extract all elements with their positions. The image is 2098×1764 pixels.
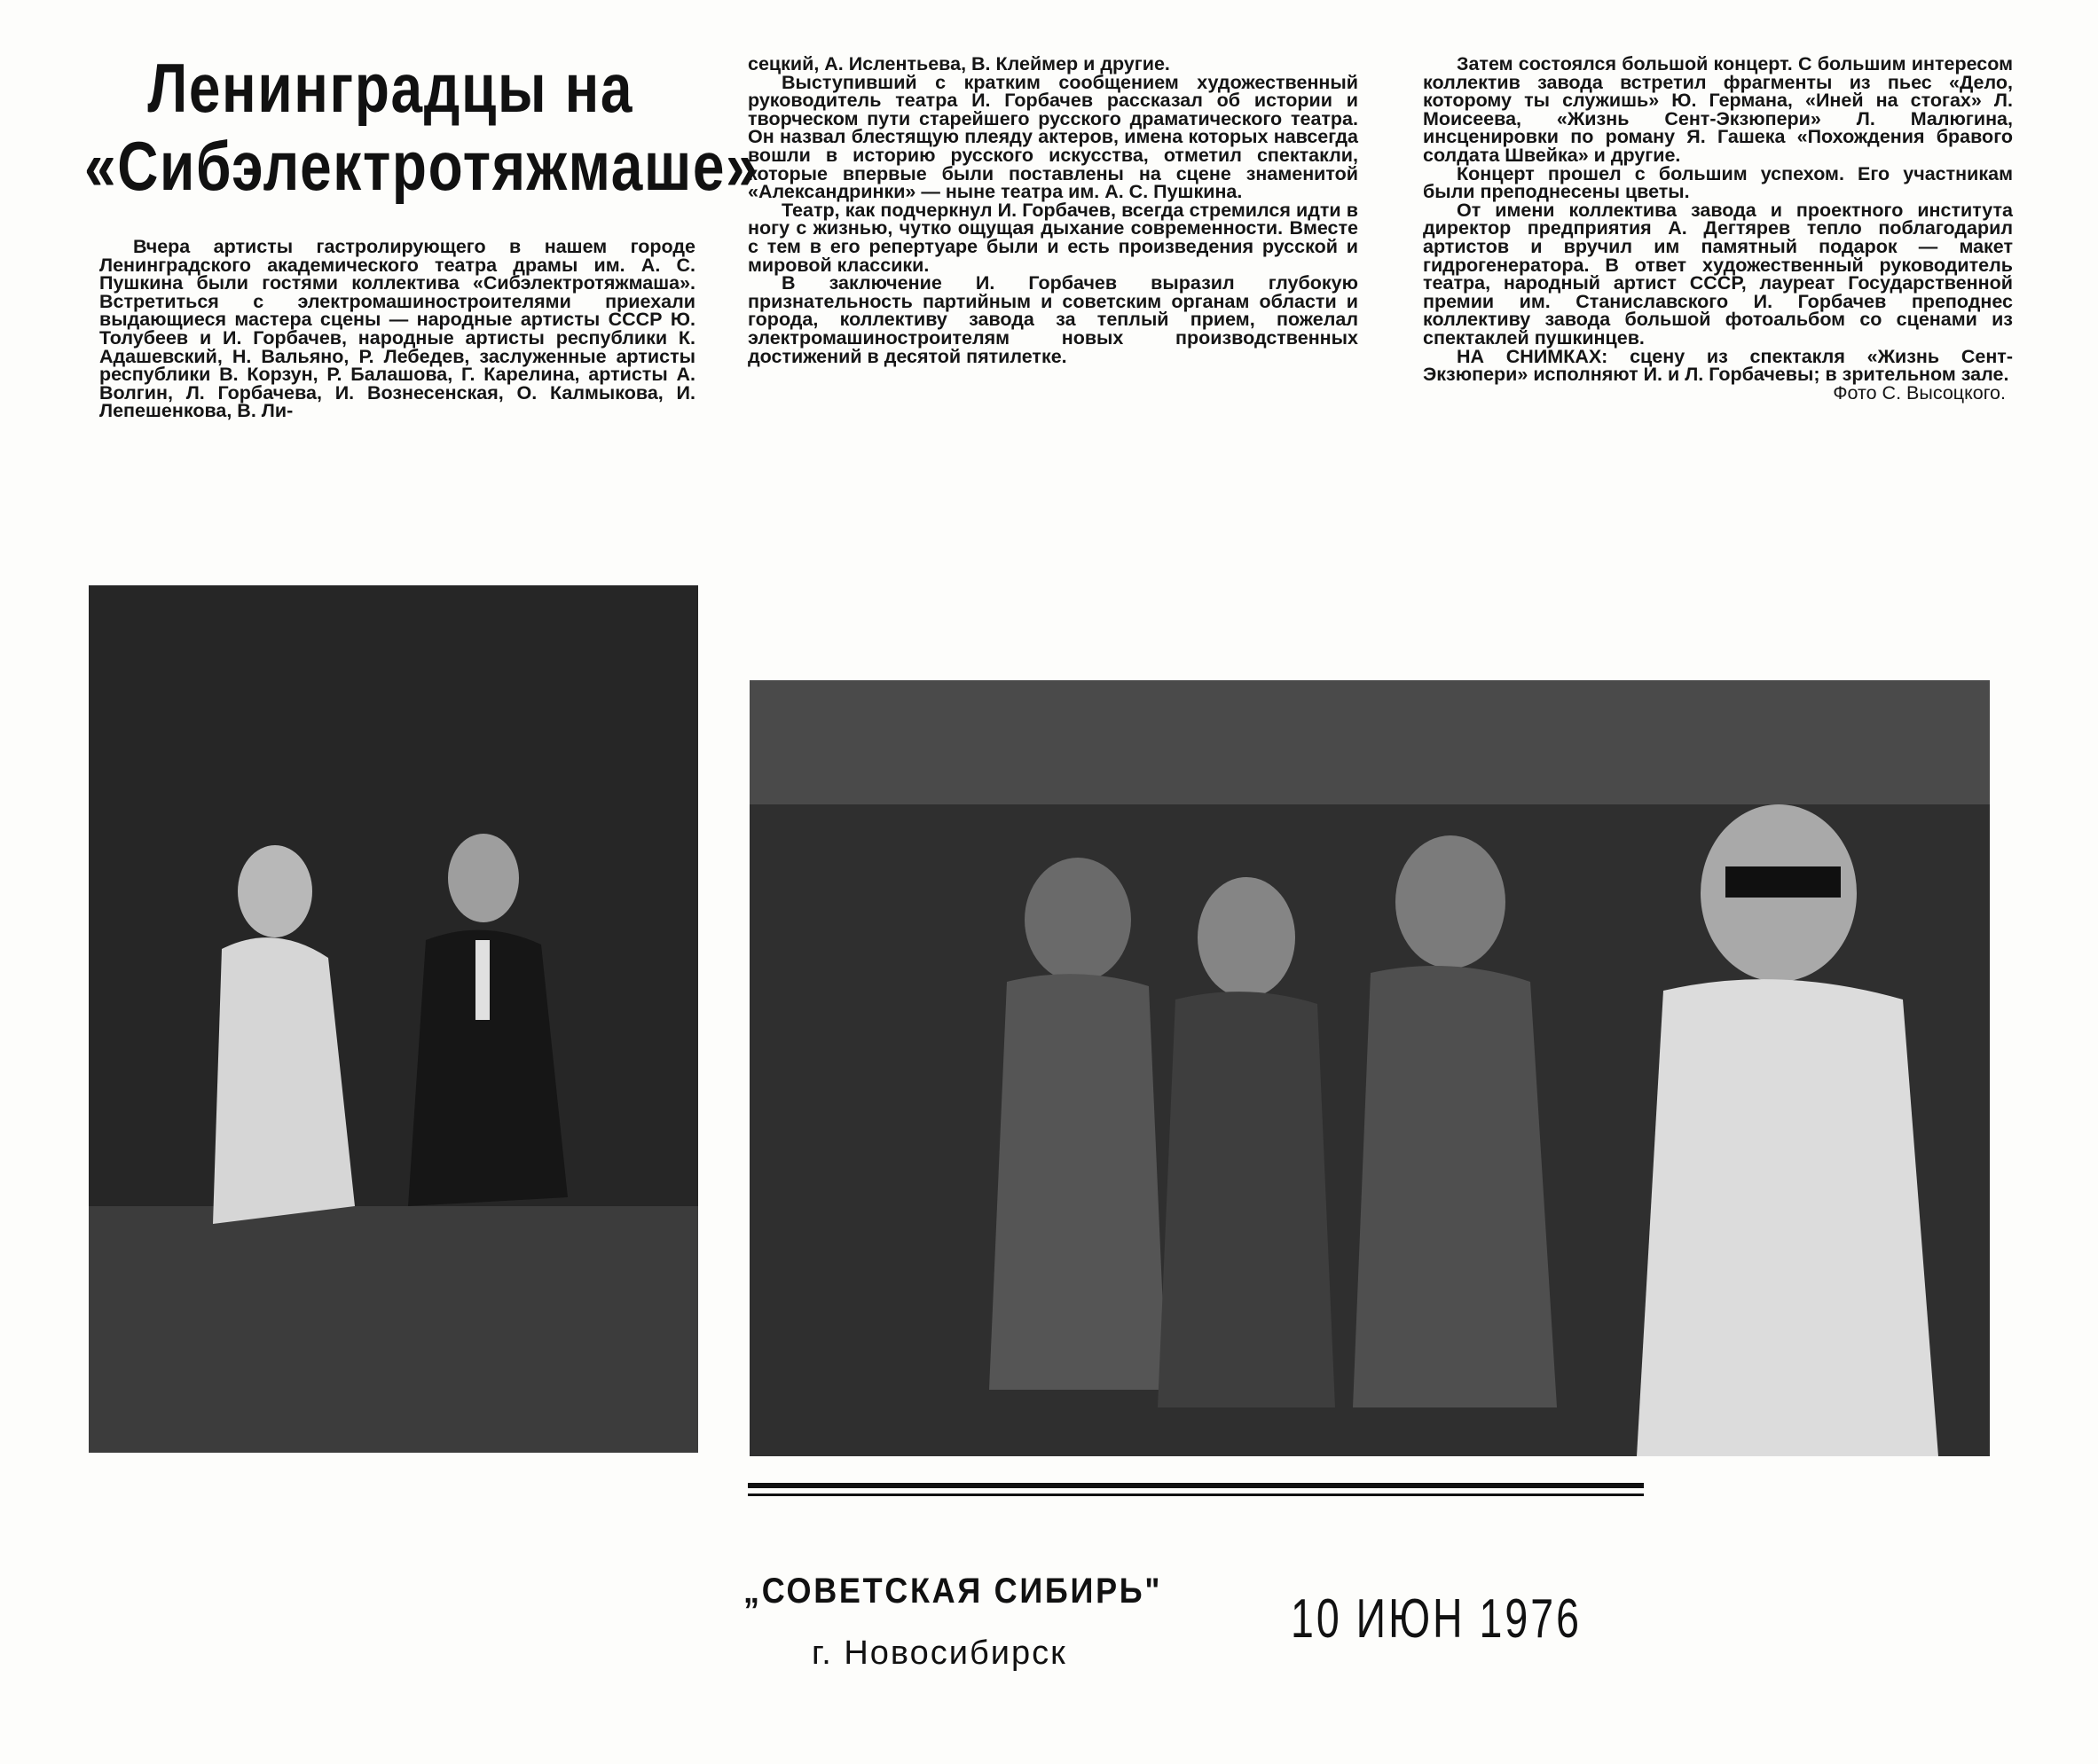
paragraph: Вчера артисты гастролирующего в нашем городе Ленинградского академического театра драмы им. А. С. Пушкина были гостями коллектива «Сибэлектротяжмаша». Встретиться с электромашиностроителями приехали выдающиеся мастера сцены — народные артисты СССР Ю. Толубеев и И. Горбачев, народные артисты республики К. Адашевский, Н. Вальяно, Р. Лебедев, заслуженные артисты республики В. Корзун, Р. Балашова, Г. Карелина, артисты А. Волгин, Л. Горбачева, И. Вознесенская, О. Калмыкова, И. Лепешенкова, В. Ли- [99, 236, 695, 422]
article-column-2 [748, 55, 1358, 365]
paragraph: Затем состоялся большой концерт. С большим интересом коллектив завода встретил фрагменты из пьес «Дело, которому ты служишь» Ю. Германа, «Иней на стогах» Л. Моисеева, «Жизнь Сент-Экзюпери» Л. Малюгина, инсценировки по роману Я. Гашека «Похождения бравого солдата Швейка» и другие. [1423, 53, 2013, 166]
audience-photo [750, 680, 1990, 1456]
newspaper-name-stamp: „СОВЕТСКАЯ СИБИРЬ" [743, 1572, 1163, 1611]
stage-scene-image [89, 585, 698, 1453]
footer-rule-thick [748, 1483, 1644, 1488]
paragraph: Театр, как подчеркнул И. Горбачев, всегда стремился идти в ногу с жизнью, чутко ощущая дыхание современности. Вместе с тем в его репертуаре были и есть произведения русской и мировой классики. [748, 199, 1358, 276]
footer-rule-thin [748, 1494, 1644, 1496]
article-column-1 [99, 238, 695, 420]
paragraph: Концерт прошел с большим успехом. Его участникам были преподнесены цветы. [1423, 162, 2013, 203]
article-headline: Ленинградцы на «Сибэлектротяжмаше» [84, 49, 759, 205]
photo-caption: НА СНИМКАХ: сцену из спектакля «Жизнь Сент-Экзюпери» исполняют И. и Л. Горбачевы; в зрительном зале. [1423, 345, 2013, 386]
article-column-3 [1423, 55, 2013, 402]
audience-image [750, 680, 1990, 1456]
newspaper-city-stamp: г. Новосибирск [812, 1635, 1067, 1672]
date-stamp: 10 ИЮН 1976 [1291, 1588, 1582, 1650]
paragraph: сецкий, А. Ислентьева, В. Клеймер и другие. [748, 53, 1170, 74]
stage-scene-photo [89, 585, 698, 1453]
paragraph: В заключение И. Горбачев выразил глубокую признательность партийным и советским органам области и города, коллективу завода за теплый прием, пожелал электромашиностроителям новых производственных достижений в десятой пятилетке. [748, 272, 1358, 367]
paragraph: От имени коллектива завода и проектного института директор предприятия А. Дегтярев тепло поблагодарил артистов и вручил им памятный подарок — макет гидрогенератора. В ответ художественный руководитель театра, народный артист СССР, лауреат Государственной премии им. Станиславского И. Горбачев преподнес коллективу завода большой фотоальбом со сценами из спектаклей пушкинцев. [1423, 199, 2013, 349]
paragraph: Выступивший с кратким сообщением художественный руководитель театра И. Горбачев рассказал об истории и творческом пути старейшего русского драматического театра. Он назвал блестящую плеяду актеров, имена которых навсегда вошли в историю русского искусства, отметил спектакли, которые впервые были поставлены на сцене знаменитой «Александринки» — ныне театра им. А. С. Пушкина. [748, 71, 1358, 203]
photo-credit: Фото С. Высоцкого. [1833, 381, 2006, 404]
